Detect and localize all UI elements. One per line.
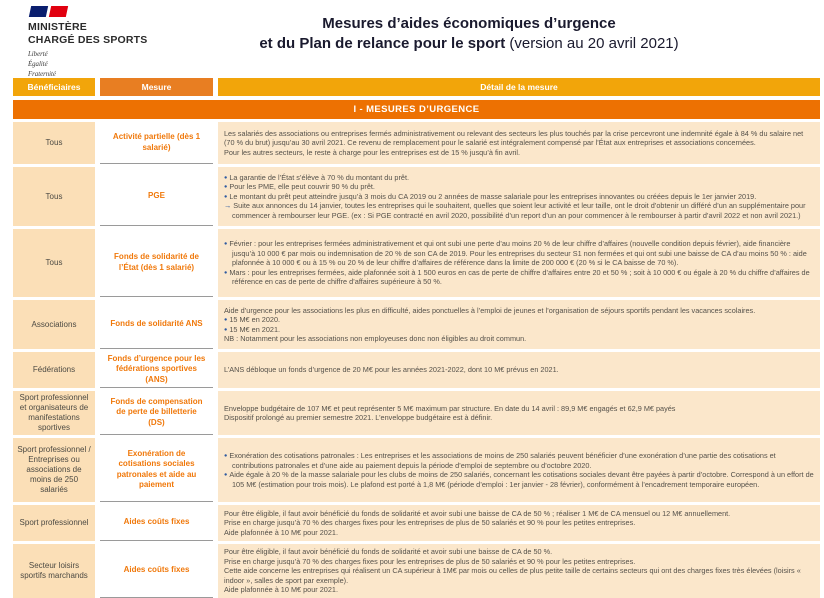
measure-cell: Fonds de solidarité ANS bbox=[100, 300, 213, 349]
detail-text: Pour être éligible, il faut avoir bénéficié du fonds de solidarité et avoir subi une baisse de CA de 50 %. bbox=[224, 547, 553, 557]
measure-cell: Aides coûts fixes bbox=[100, 544, 213, 597]
detail-text: Aide d’urgence pour les associations les plus en difficulté, aides ponctuelles à l’emploi de jeunes et l’organisation de séjours sportifs pendant les vacances scolaires. bbox=[224, 305, 756, 315]
detail-text: Prise en charge jusqu’à 70 % des charges fixes pour les entreprises de plus de 50 salariés et 90 % pour les petites entreprises. bbox=[224, 556, 636, 566]
detail-line bbox=[224, 192, 814, 201]
bullet-icon: ● bbox=[224, 326, 228, 333]
bullet-icon: ● bbox=[224, 184, 228, 191]
detail-line bbox=[224, 268, 814, 287]
detail-line bbox=[224, 239, 814, 267]
table-body bbox=[13, 122, 820, 598]
beneficiary-cell: Sport professionnel / Entreprises ou associations de moins de 250 salariés bbox=[13, 438, 95, 502]
detail-line bbox=[224, 585, 814, 594]
table-row bbox=[13, 391, 820, 435]
table-header-row bbox=[13, 78, 820, 96]
measure-cell: Fonds d’urgence pour les fédérations sportives (ANS) bbox=[100, 352, 213, 388]
ministry-name-line2: CHARGÉ DES SPORTS bbox=[28, 33, 148, 46]
detail-text: 15 M€ en 2020. bbox=[229, 315, 281, 325]
detail-line bbox=[224, 404, 814, 413]
section-title-bar: I - MESURES D’URGENCE bbox=[13, 100, 820, 119]
detail-line bbox=[224, 306, 814, 315]
detail-text: Exonération des cotisations patronales : Les entreprises et les associations de moins de 250 salariés peuvent bénéficier d’une exonération d’une partie des cotisations et contributions patronales et d’une aide au paiement depuis la période d’emploi de septembre ou d’octobre 2020. bbox=[229, 451, 776, 470]
detail-line bbox=[224, 451, 814, 470]
bullet-icon: ● bbox=[224, 174, 228, 181]
beneficiary-cell: Fédérations bbox=[13, 352, 95, 388]
document-title bbox=[190, 6, 824, 55]
detail-cell bbox=[218, 167, 820, 226]
detail-text: Pour être éligible, il faut avoir bénéficié du fonds de solidarité et avoir subi une baisse de CA de 50 % ; réaliser 1 M€ de CA mensuel ou 12 M€ annuellement. bbox=[224, 508, 731, 518]
table-row bbox=[13, 167, 820, 226]
arrow-icon: → bbox=[224, 201, 232, 211]
detail-line bbox=[224, 566, 814, 585]
detail-text: Les salariés des associations ou entreprises fermés administrativement ou relevant des secteurs les plus touchés par la crise percevront une indemnité égale à 84 % du salaire net (70 % du brut) jusqu’au 30 avril 2021. Ce revenu de remplacement pour le salarié est intégralement compensé par l’État aux entreprises et associations concernées. bbox=[224, 128, 804, 148]
detail-cell bbox=[218, 229, 820, 297]
detail-line bbox=[224, 557, 814, 566]
beneficiary-cell: Tous bbox=[13, 167, 95, 226]
bullet-icon: ● bbox=[224, 472, 228, 479]
detail-line bbox=[224, 148, 814, 157]
detail-text: Pour les PME, elle peut couvrir 90 % du prêt. bbox=[229, 182, 375, 192]
flag-red-band bbox=[49, 6, 68, 17]
detail-line bbox=[224, 547, 814, 556]
table-row bbox=[13, 352, 820, 388]
measures-table bbox=[13, 78, 820, 598]
detail-line bbox=[224, 518, 814, 527]
measure-cell: Fonds de compensation de perte de billetterie (DS) bbox=[100, 391, 213, 435]
detail-text: NB : Notamment pour les associations non employeuses donc non éligibles au droit commun. bbox=[224, 333, 527, 343]
detail-cell bbox=[218, 505, 820, 541]
ministry-name-line1: MINISTÈRE bbox=[28, 21, 87, 33]
french-flag-icon bbox=[30, 6, 190, 18]
measure-cell: Aides coûts fixes bbox=[100, 505, 213, 541]
republic-motto bbox=[28, 50, 190, 80]
measure-cell: Activité partielle (dès 1 salarié) bbox=[100, 122, 213, 164]
bullet-icon: ● bbox=[224, 241, 228, 248]
header-detail: Détail de la mesure bbox=[218, 78, 820, 96]
detail-text: L’ANS débloque un fonds d’urgence de 20 M€ pour les années 2021-2022, dont 10 M€ prévus en 2021. bbox=[224, 365, 559, 375]
title-line2-version: (version au 20 avril 2021) bbox=[505, 35, 679, 53]
header-beneficiaires: Bénéficiaires bbox=[13, 78, 95, 96]
page-header bbox=[0, 0, 824, 78]
table-row bbox=[13, 300, 820, 349]
detail-cell bbox=[218, 544, 820, 597]
table-row bbox=[13, 438, 820, 502]
detail-text: Suite aux annonces du 14 janvier, toutes les entreprises qui le souhaitent, quelles que soient leur activité et leur taille, ont le droit d’obtenir un différé d’un an supplémentaire pour commencer à rembourser leur PGE. (ex : Si PGE contracté en avril 2020, possibilité d’un report d’un an pour commencer à le rembourser à partir d’avril 2022 et non avril 2021.) bbox=[232, 201, 806, 220]
bullet-icon: ● bbox=[224, 317, 228, 324]
motto-liberte: Liberté bbox=[28, 51, 48, 59]
detail-cell bbox=[218, 391, 820, 435]
detail-cell bbox=[218, 438, 820, 502]
detail-text: Aide plafonnée à 10 M€ pour 2021. bbox=[224, 585, 338, 595]
detail-text: Mars : pour les entreprises fermées, aide plafonnée soit à 1 500 euros en cas de perte de chiffre d’affaires entre 20 et 50 % ; soit à 10 000 € ou égale à 20 % du chiffre d’affaires de référence en cas de perte de chiffre d’affaires supérieure à 50 %. bbox=[229, 267, 810, 287]
detail-line bbox=[224, 129, 814, 148]
detail-text: Le montant du prêt peut atteindre jusqu’à 3 mois du CA 2019 ou 2 années de masse salariale pour les entreprises innovantes ou créées depuis le 1er janvier 2019. bbox=[229, 191, 757, 201]
measure-cell: Exonération de cotisations sociales patronales et aide au paiement bbox=[100, 438, 213, 502]
detail-line bbox=[224, 315, 814, 324]
detail-text: Cette aide concerne les entreprises qui réalisent un CA supérieur à 1M€ par mois ou celles de plus petite taille de certains secteurs qui ont des charges fixes très élevées (loisirs « indoor », salles de sport par exemple). bbox=[224, 566, 801, 585]
detail-text: Prise en charge jusqu’à 70 % des charges fixes pour les entreprises de plus de 50 salariés et 90 % pour les petites entreprises. bbox=[224, 518, 636, 528]
flag-blue-band bbox=[29, 6, 48, 17]
header-mesure: Mesure bbox=[100, 78, 213, 96]
table-row bbox=[13, 122, 820, 164]
detail-line bbox=[224, 470, 814, 489]
detail-line bbox=[224, 509, 814, 518]
measure-cell: PGE bbox=[100, 167, 213, 226]
detail-line bbox=[224, 365, 814, 374]
measure-cell: Fonds de solidarité de l’État (dès 1 salarié) bbox=[100, 229, 213, 297]
detail-line bbox=[224, 325, 814, 334]
table-row bbox=[13, 544, 820, 597]
beneficiary-cell: Sport professionnel et organisateurs de manifestations sportives bbox=[13, 391, 95, 435]
title-line2-bold: et du Plan de relance pour le sport bbox=[259, 35, 506, 53]
bullet-icon: ● bbox=[224, 269, 228, 276]
detail-text: Pour les autres secteurs, le reste à charge pour les entreprises est de 15 % jusqu’à fin avril. bbox=[224, 147, 521, 157]
beneficiary-cell: Sport professionnel bbox=[13, 505, 95, 541]
detail-text: Enveloppe budgétaire de 107 M€ et peut représenter 5 M€ maximum par structure. En date du 14 avril : 89,9 M€ engagés et 62,9 M€ payés bbox=[224, 403, 676, 413]
table-row bbox=[13, 229, 820, 297]
detail-text: Dispositif prolongé au premier semestre 2021. L’enveloppe budgétaire est à définir. bbox=[224, 413, 493, 423]
detail-text: La garantie de l’État s’élève à 70 % du montant du prêt. bbox=[229, 172, 410, 182]
bullet-icon: ● bbox=[224, 193, 228, 200]
detail-text: 15 M€ en 2021. bbox=[229, 324, 281, 334]
detail-cell bbox=[218, 300, 820, 349]
detail-line bbox=[224, 528, 814, 537]
detail-text: Février : pour les entreprises fermées administrativement et qui ont subi une perte d’au moins 20 % de leur chiffre d’affaires (nouvelle condition depuis février), aide financière jusqu’à 10 000 € par mois ou indemnisation de 20 % de son CA de 2019. Pour les entreprises du secteur S1 non fermées et qui ont subi une baisse de CA d’au moins 50 % : aide plafonnée à 10 000 € ou à 15 % ou 20 % de leur chiffre d’affaires de référence dans la limite de 200 000 € (20 % si le CA baisse de 70 %). bbox=[229, 239, 807, 268]
detail-line bbox=[224, 201, 814, 220]
beneficiary-cell: Associations bbox=[13, 300, 95, 349]
detail-line bbox=[224, 182, 814, 191]
title-line2 bbox=[190, 34, 748, 54]
detail-line bbox=[224, 334, 814, 343]
table-row bbox=[13, 505, 820, 541]
detail-text: Aide plafonnée à 10 M€ pour 2021. bbox=[224, 527, 338, 537]
title-line1: Mesures d’aides économiques d’urgence bbox=[322, 15, 616, 32]
detail-text: Aide égale à 20 % de la masse salariale pour les clubs de moins de 250 salariés, concernant les cotisations sociales devant être payées à partir d’octobre. Correspond à un effort de 105 M€ (estimation pour trois mois). Le plafond est porté à 1,8 M€ (période d’emploi : 1er janvier - 28 février), conformément à l’encadrement temporaire européen. bbox=[229, 470, 814, 489]
detail-line bbox=[224, 173, 814, 182]
detail-line bbox=[224, 413, 814, 422]
beneficiary-cell: Secteur loisirs sportifs marchands bbox=[13, 544, 95, 597]
beneficiary-cell: Tous bbox=[13, 229, 95, 297]
bullet-icon: ● bbox=[224, 453, 228, 460]
motto-egalite: Égalité bbox=[28, 61, 48, 69]
motto-fraternite: Fraternité bbox=[28, 70, 56, 78]
ministry-logo bbox=[0, 6, 190, 80]
detail-cell bbox=[218, 122, 820, 164]
detail-cell bbox=[218, 352, 820, 388]
beneficiary-cell: Tous bbox=[13, 122, 95, 164]
